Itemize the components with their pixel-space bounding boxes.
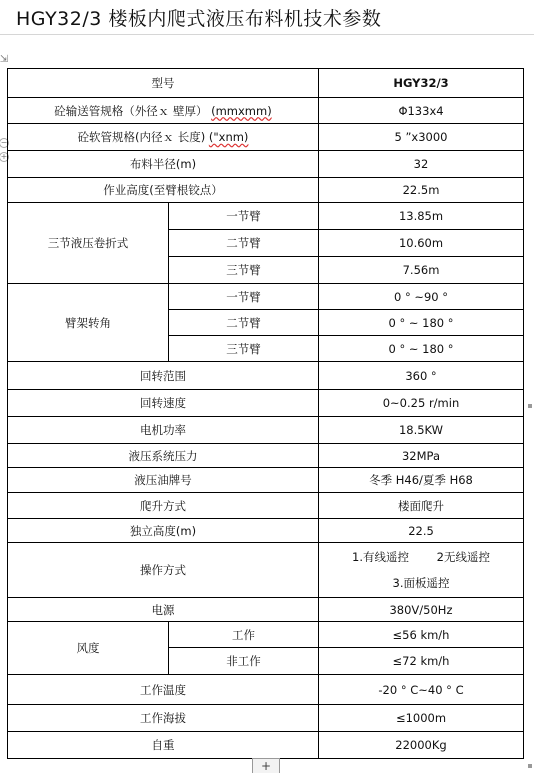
motor-label: 电机功率 bbox=[8, 417, 319, 444]
weight-value: 22000Kg bbox=[319, 732, 524, 759]
slew-speed-value: 0~0.25 r/min bbox=[319, 390, 524, 417]
add-row-button[interactable]: + bbox=[252, 758, 280, 773]
wind-label: 风度 bbox=[8, 622, 169, 675]
free-height-value: 22.5 bbox=[319, 519, 524, 543]
temp-value: -20 ° C~40 ° C bbox=[319, 675, 524, 705]
pressure-value: 32MPa bbox=[319, 444, 524, 468]
temp-label: 工作温度 bbox=[8, 675, 319, 705]
hose-spec-value: 5 ”x3000 bbox=[319, 124, 524, 151]
pipe-spec-value: Φ133x4 bbox=[319, 98, 524, 124]
pipe-spec-label-text: 砼输送管规格（外径ｘ 壁厚） bbox=[54, 103, 208, 118]
hose-spec-label-text: 砼软管规格(内径ｘ 长度) bbox=[77, 130, 206, 144]
fold-value-2: 10.60m bbox=[319, 230, 524, 257]
operation-line-1 bbox=[321, 544, 521, 570]
slew-speed-label: 回转速度 bbox=[8, 390, 319, 417]
left-gutter bbox=[0, 52, 9, 772]
row-marker-dot bbox=[528, 404, 532, 408]
height-label: 作业高度(至臂根铰点） bbox=[8, 178, 319, 203]
height-value: 22.5m bbox=[319, 178, 524, 203]
table-move-handle-icon[interactable]: ⇲ bbox=[0, 54, 9, 65]
slew-range-label: 回转范围 bbox=[8, 362, 319, 390]
wind-sub-2: 非工作 bbox=[169, 648, 319, 675]
operation-label: 操作方式 bbox=[8, 543, 319, 598]
fold-value-3: 7.56m bbox=[319, 257, 524, 284]
fold-value-1: 13.85m bbox=[319, 203, 524, 230]
radius-label: 布料半径(m) bbox=[8, 151, 319, 178]
corner-marker-dot bbox=[528, 764, 532, 768]
model-value: HGY32/3 bbox=[319, 69, 524, 98]
climb-value: 楼面爬升 bbox=[319, 493, 524, 519]
title-divider bbox=[0, 34, 534, 35]
climb-label: 爬升方式 bbox=[8, 493, 319, 519]
collapse-row-icon[interactable]: − bbox=[0, 138, 8, 147]
power-label: 电源 bbox=[8, 598, 319, 622]
operation-option-3: 3.面板遥控 bbox=[392, 576, 450, 590]
wind-value-2: ≤72 km/h bbox=[319, 648, 524, 675]
document-title: HGY32/3 楼板内爬式液压布料机技术参数 bbox=[16, 8, 382, 30]
fold-sub-2: 二节臂 bbox=[169, 230, 319, 257]
model-label: 型号 bbox=[8, 69, 319, 98]
wind-sub-1: 工作 bbox=[169, 622, 319, 648]
altitude-label: 工作海拔 bbox=[8, 705, 319, 732]
angle-value-2: 0 ° ~ 180 ° bbox=[319, 310, 524, 336]
pipe-spec-label bbox=[8, 98, 319, 124]
hose-spec-label bbox=[8, 124, 319, 151]
operation-option-1: 1.有线遥控 bbox=[352, 550, 409, 564]
pipe-spec-unit: (mmxmm) bbox=[211, 103, 272, 118]
angle-value-1: 0 ° ~90 ° bbox=[319, 284, 524, 310]
fold-sub-3: 三节臂 bbox=[169, 257, 319, 284]
operation-value bbox=[319, 543, 524, 598]
angle-sub-3: 三节臂 bbox=[169, 336, 319, 362]
angle-label: 臂架转角 bbox=[8, 284, 169, 362]
radius-value: 32 bbox=[319, 151, 524, 178]
slew-range-value: 360 ° bbox=[319, 362, 524, 390]
oil-label: 液压油牌号 bbox=[8, 468, 319, 493]
angle-sub-2: 二节臂 bbox=[169, 310, 319, 336]
expand-row-icon[interactable]: + bbox=[0, 152, 8, 161]
oil-value: 冬季 H46/夏季 H68 bbox=[319, 468, 524, 493]
weight-label: 自重 bbox=[8, 732, 319, 759]
fold-sub-1: 一节臂 bbox=[169, 203, 319, 230]
hose-spec-unit: ("xnm) bbox=[208, 130, 249, 144]
fold-label: 三节液压卷折式 bbox=[8, 203, 169, 284]
altitude-value: ≤1000m bbox=[319, 705, 524, 732]
power-value: 380V/50Hz bbox=[319, 598, 524, 622]
angle-sub-1: 一节臂 bbox=[169, 284, 319, 310]
motor-value: 18.5KW bbox=[319, 417, 524, 444]
free-height-label: 独立高度(m) bbox=[8, 519, 319, 543]
angle-value-3: 0 ° ~ 180 ° bbox=[319, 336, 524, 362]
spec-table bbox=[7, 68, 524, 759]
operation-option-2: 2无线遥控 bbox=[436, 550, 490, 564]
wind-value-1: ≤56 km/h bbox=[319, 622, 524, 648]
pressure-label: 液压系统压力 bbox=[8, 444, 319, 468]
